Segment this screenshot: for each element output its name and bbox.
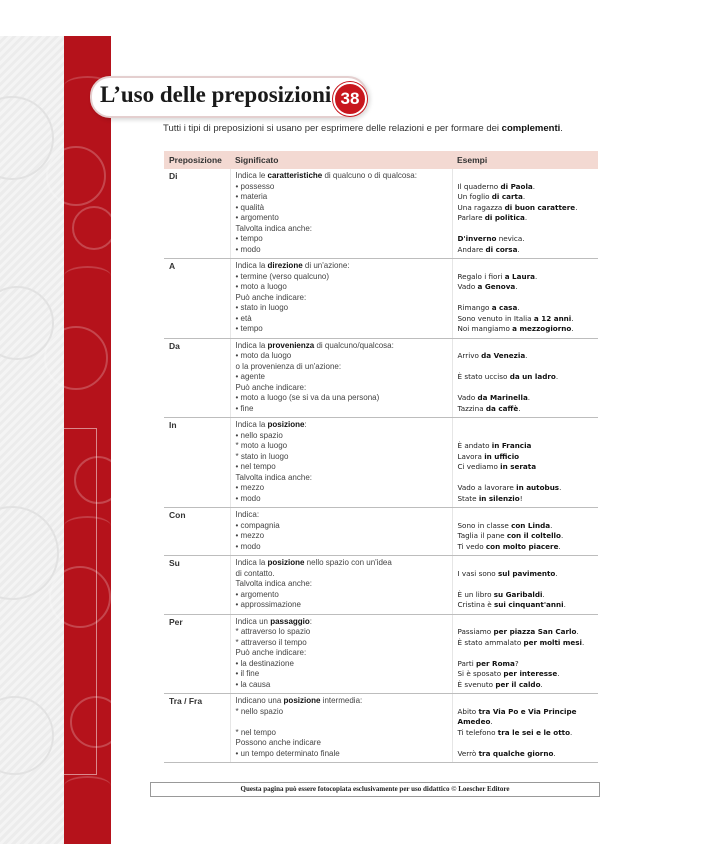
example-text: . — [517, 244, 520, 254]
example-highlight: in ufficio — [484, 451, 520, 461]
meaning-heading — [236, 171, 447, 182]
meaning-cell — [230, 694, 452, 763]
meaning-heading-rest: : — [304, 420, 307, 429]
meaning-line: Può anche indicare: — [235, 648, 307, 657]
example-text: Regalo i fiori — [457, 271, 505, 281]
copyright-footer: Questa pagina può essere fotocopiata esclusivamente per uso didattico © Loescher Editore — [150, 782, 600, 797]
meaning-heading — [236, 420, 447, 431]
example-text: . — [525, 351, 528, 360]
example-line — [458, 234, 594, 245]
preposition-cell: Con — [164, 508, 230, 556]
table-row — [164, 694, 598, 763]
example-text: Vado — [457, 282, 478, 291]
title-banner — [90, 76, 368, 118]
example-line — [458, 452, 594, 463]
example-text: . — [522, 192, 526, 201]
example-text: . — [576, 627, 579, 636]
example-line — [458, 749, 594, 760]
example-text: È andato — [457, 441, 492, 450]
example-text: Lavora — [457, 451, 485, 461]
meaning-heading-rest: di un'azione: — [302, 261, 350, 270]
example-line — [458, 521, 594, 532]
example-line — [458, 473, 594, 484]
meaning-heading-rest: : — [309, 616, 313, 626]
example-text: nevica. — [496, 234, 525, 243]
example-line — [458, 372, 594, 383]
meaning-keyword: provenienza — [267, 340, 315, 350]
example-highlight: a Genova — [477, 282, 516, 291]
example-text: . — [558, 541, 561, 551]
meaning-heading — [236, 558, 447, 569]
example-line — [458, 420, 594, 431]
meaning-keyword: posizione — [267, 420, 305, 429]
table-row — [164, 556, 598, 615]
meaning-keyword: posizione — [283, 696, 321, 705]
meaning-heading-rest: di qualcuno/qualcosa: — [314, 340, 394, 350]
example-line — [458, 224, 594, 235]
example-highlight: su Garibaldi — [493, 589, 543, 599]
examples-cell — [452, 614, 598, 694]
example-highlight: sui cinquant'anni — [493, 600, 564, 609]
example-text: . — [557, 669, 560, 678]
meaning-line: • moto da luogo — [235, 351, 292, 360]
meaning-line: Può anche indicare: — [235, 292, 307, 302]
meaning-line: • stato in luogo — [235, 303, 289, 312]
meaning-line: • la causa — [235, 679, 271, 689]
meaning-line: • modo — [235, 493, 261, 503]
example-text: Il quaderno — [457, 181, 501, 191]
example-text: Sono in classe — [457, 520, 512, 530]
example-text: . — [570, 727, 573, 737]
example-line — [458, 462, 594, 473]
example-highlight: a mezzogiorno — [512, 324, 572, 333]
meaning-line: • modo — [235, 244, 261, 254]
example-highlight: da un ladro — [509, 372, 556, 381]
example-line — [458, 627, 594, 638]
example-text: Taglia il pane — [457, 531, 507, 540]
meaning-heading — [236, 510, 447, 521]
preposition-cell: Su — [164, 556, 230, 615]
example-highlight: da caffè — [485, 403, 519, 413]
meaning-keyword: posizione — [267, 558, 305, 567]
example-text: Abito — [457, 706, 479, 716]
meaning-line: • tempo — [235, 324, 263, 333]
chapter-badge: 38 — [333, 82, 367, 116]
example-line — [458, 171, 594, 182]
meaning-line: • possesso — [235, 181, 275, 191]
example-highlight: di buon carattere — [504, 202, 576, 212]
example-line — [458, 680, 594, 691]
meaning-heading-text: Indica la — [235, 558, 268, 567]
meaning-line: * nel tempo — [235, 727, 276, 737]
meaning-line: di contatto. — [235, 568, 275, 578]
meaning-heading-text: Indica la — [235, 340, 268, 350]
examples-cell — [452, 508, 598, 556]
example-text: . — [575, 202, 578, 212]
example-text: È un libro — [457, 589, 494, 599]
example-line — [458, 314, 594, 325]
meaning-cell — [230, 556, 452, 615]
example-text: . — [555, 372, 559, 381]
table-row — [164, 259, 598, 339]
meaning-line: • compagnia — [235, 520, 280, 530]
example-text: Ti vedo — [457, 541, 486, 551]
example-line — [458, 431, 594, 442]
example-text: . — [527, 393, 531, 402]
example-text: . — [559, 483, 562, 492]
meaning-line: • agente — [235, 372, 265, 381]
meaning-line: • mezzo — [235, 483, 265, 492]
header-preposizione: Preposizione — [164, 151, 230, 169]
table-header-row — [164, 151, 598, 169]
example-highlight: D'inverno — [457, 234, 497, 243]
meaning-heading-text: Indicano una — [235, 696, 284, 705]
example-line — [458, 648, 594, 659]
example-highlight: per Roma — [475, 658, 515, 668]
example-line — [458, 341, 594, 352]
example-text: . — [555, 568, 558, 578]
example-highlight: a Laura — [504, 271, 535, 281]
meaning-heading-text: Indica un — [235, 616, 271, 626]
example-line — [458, 351, 594, 362]
example-line — [458, 569, 594, 580]
example-text: . — [540, 679, 543, 689]
preposition-cell: Tra / Fra — [164, 694, 230, 763]
example-line — [458, 738, 594, 749]
meaning-line: Può anche indicare: — [235, 382, 307, 392]
preposition-cell: Per — [164, 614, 230, 694]
meaning-line: • tempo — [235, 234, 263, 243]
example-text: . — [571, 313, 574, 323]
meaning-line: * stato in luogo — [235, 451, 289, 461]
meaning-line: Talvolta indica anche: — [235, 472, 312, 482]
example-line — [458, 213, 594, 224]
example-highlight: tra le sei e le otto — [497, 727, 571, 737]
meaning-cell — [230, 508, 452, 556]
example-highlight: per piazza San Carlo — [493, 627, 577, 636]
meaning-line: • nel tempo — [235, 462, 276, 471]
example-text: Parlare — [457, 213, 485, 222]
example-highlight: in autobus — [516, 483, 560, 492]
example-highlight: tra qualche giorno — [478, 748, 554, 758]
meaning-heading-text: Indica le — [235, 171, 268, 180]
meaning-line: * attraverso lo spazio — [235, 627, 311, 636]
example-text: State — [457, 493, 479, 503]
example-highlight: per interesse — [503, 669, 558, 678]
meaning-line: • argomento — [235, 589, 279, 599]
example-text: . — [550, 520, 553, 530]
example-line — [458, 669, 594, 680]
intro-end: . — [560, 123, 563, 134]
preposition-cell: In — [164, 418, 230, 508]
example-line — [458, 707, 594, 718]
example-line — [458, 717, 594, 728]
example-highlight: tra Via Po e Via Principe — [478, 706, 577, 716]
example-line — [458, 383, 594, 394]
example-line — [458, 558, 594, 569]
example-line — [458, 542, 594, 553]
example-text: Andare — [457, 244, 486, 254]
meaning-cell — [230, 418, 452, 508]
meaning-line: • materia — [235, 192, 268, 201]
example-line — [458, 441, 594, 452]
example-text: Ci vediamo — [457, 462, 501, 471]
meaning-line: • modo — [235, 541, 261, 551]
meaning-keyword: caratteristiche — [267, 171, 323, 180]
example-text: . — [515, 282, 518, 291]
meaning-heading-text: Indica la — [235, 420, 268, 429]
example-highlight: in serata — [500, 462, 537, 471]
example-text: I vasi sono — [457, 568, 498, 578]
example-highlight: da Venezia — [481, 351, 526, 360]
example-text: ! — [519, 493, 523, 503]
example-text: . — [490, 717, 493, 726]
example-text: Cristina è — [457, 600, 494, 609]
example-line — [458, 728, 594, 739]
meaning-line: • fine — [235, 403, 254, 413]
example-highlight: a casa — [491, 303, 518, 312]
example-text: È svenuto — [457, 679, 496, 689]
decorative-frame — [64, 428, 97, 775]
example-line — [458, 293, 594, 304]
meaning-keyword: passaggio — [270, 616, 310, 626]
example-text: . — [563, 600, 566, 609]
example-text: Una ragazza — [457, 202, 505, 212]
example-line — [458, 272, 594, 283]
meaning-line: • moto a luogo — [235, 282, 287, 291]
example-highlight: con molto piacere — [485, 541, 559, 551]
meaning-heading — [236, 696, 447, 707]
example-line — [458, 404, 594, 415]
preposition-cell: Da — [164, 338, 230, 418]
meaning-cell — [230, 259, 452, 339]
meaning-line: * nello spazio — [235, 706, 284, 716]
meaning-line: • nello spazio — [235, 430, 283, 440]
meaning-line: • mezzo — [235, 531, 265, 540]
intro-text — [163, 123, 603, 134]
example-line — [458, 531, 594, 542]
table-row — [164, 508, 598, 556]
meaning-line: * moto a luogo — [235, 441, 288, 450]
example-line — [458, 393, 594, 404]
example-line — [458, 261, 594, 272]
meaning-cell — [230, 338, 452, 418]
example-line — [458, 282, 594, 293]
example-text: Vado a lavorare — [457, 483, 517, 492]
example-text: . — [534, 271, 538, 281]
example-text: È stato ammalato — [457, 637, 524, 647]
example-line — [458, 659, 594, 670]
meaning-line: • un tempo determinato finale — [235, 748, 340, 758]
example-highlight: in silenzio — [478, 493, 520, 503]
meaning-line — [236, 717, 447, 728]
example-line — [458, 696, 594, 707]
prepositions-table — [164, 151, 598, 763]
meaning-line: • argomento — [235, 213, 279, 222]
example-text: Noi mangiamo — [457, 324, 513, 333]
example-text: ? — [514, 658, 519, 668]
header-esempi: Esempi — [452, 151, 598, 169]
table-row — [164, 169, 598, 259]
example-line — [458, 192, 594, 203]
table-row — [164, 418, 598, 508]
examples-cell — [452, 169, 598, 259]
example-text: Vado — [457, 393, 478, 402]
examples-cell — [452, 338, 598, 418]
meaning-heading — [236, 341, 447, 352]
meaning-line: * attraverso il tempo — [235, 637, 307, 647]
example-text: . — [571, 324, 574, 333]
examples-cell — [452, 259, 598, 339]
example-text: . — [524, 213, 528, 222]
meaning-cell — [230, 614, 452, 694]
meaning-line: • moto a luogo (se si va da una persona) — [235, 393, 380, 402]
example-highlight: di politica — [484, 213, 525, 222]
meaning-line: Talvolta indica anche: — [235, 223, 312, 233]
example-text: . — [517, 303, 520, 312]
page-title: L’uso delle preposizioni — [100, 82, 332, 107]
example-highlight: per il caldo — [495, 679, 541, 689]
example-text: . — [581, 637, 585, 647]
meaning-heading — [236, 261, 447, 272]
examples-cell — [452, 418, 598, 508]
meaning-line: • il fine — [235, 669, 260, 678]
example-text: Tazzina — [457, 403, 486, 413]
example-line — [458, 510, 594, 521]
meaning-line: o la provenienza di un'azione: — [235, 361, 342, 371]
meaning-line: • la destinazione — [235, 658, 294, 668]
example-text: . — [553, 748, 556, 758]
example-highlight: Amedeo — [457, 717, 491, 726]
example-highlight: per molti mesi — [523, 637, 582, 647]
example-text: Passiamo — [457, 627, 494, 636]
example-line — [458, 245, 594, 256]
meaning-heading — [236, 617, 447, 628]
example-highlight: con il coltello — [506, 531, 561, 540]
intro-bold-word: complementi — [501, 123, 561, 134]
meaning-heading-rest: nello spazio con un'idea — [304, 558, 392, 567]
examples-cell — [452, 556, 598, 615]
meaning-heading-text: Indica la — [235, 261, 268, 270]
meaning-keyword: direzione — [267, 261, 303, 270]
example-text: Parti — [457, 658, 476, 668]
example-highlight: da Marinella — [477, 393, 528, 402]
example-line — [458, 638, 594, 649]
example-text: . — [518, 403, 521, 413]
example-line — [458, 483, 594, 494]
example-text: . — [532, 181, 536, 191]
example-line — [458, 182, 594, 193]
example-line — [458, 600, 594, 611]
meaning-line: Talvolta indica anche: — [235, 579, 312, 588]
example-highlight: di carta — [491, 192, 523, 201]
example-text: Si è sposato — [457, 669, 504, 678]
example-highlight: di corsa — [485, 244, 518, 254]
example-highlight: di Paola — [500, 181, 533, 191]
example-text: Arrivo — [457, 351, 482, 360]
intro-sentence: Tutti i tipi di preposizioni si usano per esprimere delle relazioni e per formare dei — [163, 123, 500, 134]
example-line — [458, 203, 594, 214]
example-line — [458, 324, 594, 335]
example-line — [458, 617, 594, 628]
meaning-line: • qualità — [235, 202, 265, 212]
example-text: . — [542, 589, 545, 599]
example-highlight: a 12 anni — [533, 313, 572, 323]
meaning-cell — [230, 169, 452, 259]
table-row — [164, 614, 598, 694]
example-line — [458, 494, 594, 505]
meaning-line: Possono anche indicare — [235, 738, 321, 747]
example-highlight: con Linda — [511, 520, 551, 530]
example-text: Verrò — [457, 748, 479, 758]
examples-cell — [452, 694, 598, 763]
example-line — [458, 303, 594, 314]
example-text: È stato ucciso — [457, 372, 510, 381]
meaning-heading-text: Indica: — [235, 510, 260, 519]
meaning-heading-rest: di qualcuno o di qualcosa: — [322, 171, 417, 180]
example-text: Un foglio — [457, 192, 492, 201]
meaning-line: • età — [235, 313, 252, 323]
example-text: Ti telefono — [457, 727, 498, 737]
meaning-heading-rest: intermedia: — [320, 696, 363, 705]
meaning-line: • termine (verso qualcuno) — [235, 271, 330, 281]
example-highlight: in Francia — [491, 441, 532, 450]
example-line — [458, 362, 594, 373]
meaning-line: • approssimazione — [235, 600, 301, 609]
preposition-cell: Di — [164, 169, 230, 259]
example-text: Rimango — [457, 303, 492, 312]
header-significato: Significato — [230, 151, 452, 169]
example-text: Sono venuto in Italia — [457, 313, 534, 323]
table-body — [164, 169, 598, 763]
example-highlight: sul pavimento — [497, 568, 556, 578]
example-line — [458, 579, 594, 590]
example-line — [458, 590, 594, 601]
preposition-cell: A — [164, 259, 230, 339]
table-row — [164, 338, 598, 418]
example-text: . — [560, 531, 564, 540]
